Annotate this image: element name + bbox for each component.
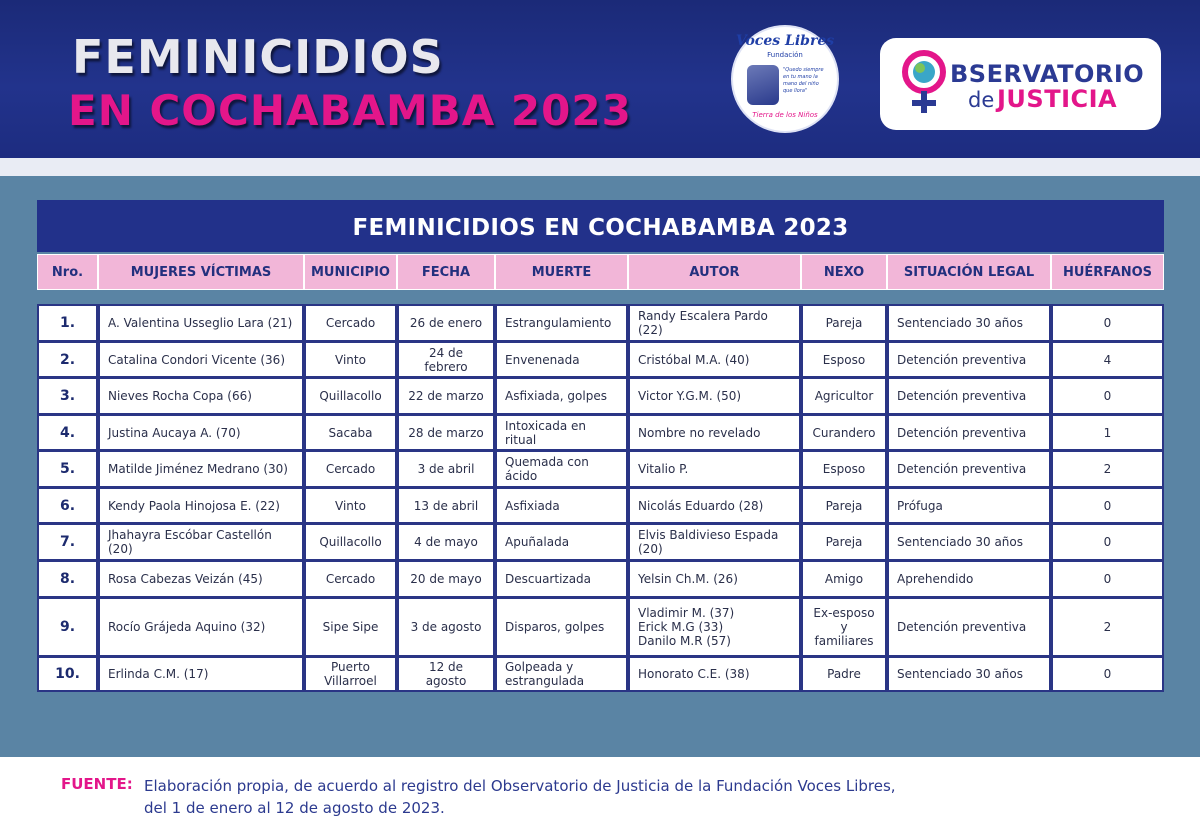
cell-text-nro: 7.	[59, 534, 76, 550]
cell-municipality	[304, 414, 397, 451]
cell-date	[397, 450, 495, 488]
author-name: Randy Escalera Pardo (22)	[638, 309, 768, 337]
source-line1: Elaboración propia, de acuerdo al registro del Observatorio de Justicia de la Fundación Voces Libres,	[144, 777, 896, 795]
cell-nro	[37, 377, 98, 415]
cell-author	[628, 304, 801, 342]
cell-text-orphans: 2	[1103, 620, 1112, 634]
cell-text-municipality: Cercado	[325, 462, 376, 476]
cell-municipality	[304, 487, 397, 524]
cell-text-orphans: 0	[1103, 667, 1112, 681]
cell-text-death: Asfixiada, golpes	[505, 389, 607, 403]
cell-orphans	[1051, 656, 1164, 692]
page-title-line2: EN COCHABAMBA 2023	[68, 86, 632, 135]
cell-text-legal-status: Detención preventiva	[897, 620, 1027, 634]
column-header-orphans: HUÉRFANOS	[1051, 254, 1164, 290]
author-name: Nombre no revelado	[638, 425, 761, 440]
cell-legal-status	[887, 487, 1051, 524]
cell-author	[628, 450, 801, 488]
cell-legal-status	[887, 597, 1051, 657]
cell-text-municipality: Puerto Villarroel	[324, 660, 377, 688]
cell-municipality	[304, 450, 397, 488]
author-name: Yelsin Ch.M. (26)	[638, 572, 738, 586]
cell-text-orphans: 4	[1103, 352, 1112, 367]
cell-relation	[801, 560, 887, 598]
cell-text-date: 3 de agosto	[410, 620, 482, 634]
voces-libres-logo-sub: Fundación	[767, 51, 803, 59]
cell-relation	[801, 377, 887, 415]
cell-author	[628, 414, 801, 451]
cell-text-legal-status: Detención preventiva	[897, 425, 1027, 440]
observatorio-de-label: de	[968, 88, 995, 112]
cell-text-nro: 8.	[59, 571, 76, 587]
cell-municipality	[304, 304, 397, 342]
cell-orphans	[1051, 487, 1164, 524]
cell-text-date: 26 de enero	[409, 316, 483, 330]
cell-victim	[98, 560, 304, 598]
cell-text-death: Envenenada	[505, 352, 580, 367]
cell-text-municipality: Sipe Sipe	[322, 620, 379, 634]
cell-text-orphans: 0	[1103, 535, 1112, 549]
author-name: Victor Y.G.M. (50)	[638, 389, 742, 403]
cell-text-legal-status: Detención preventiva	[897, 352, 1027, 367]
cell-legal-status	[887, 450, 1051, 488]
cell-text-relation: Padre	[827, 667, 861, 681]
cell-author	[628, 597, 801, 657]
cell-text-orphans: 0	[1103, 498, 1112, 513]
column-header-nro: Nro.	[37, 254, 98, 290]
cell-relation	[801, 450, 887, 488]
cell-text-relation: Pareja	[825, 498, 863, 513]
cell-victim	[98, 377, 304, 415]
cell-death	[495, 597, 628, 657]
cell-legal-status	[887, 523, 1051, 561]
justicia-label: JUSTICIA	[997, 85, 1118, 113]
author-name: Honorato C.E. (38)	[638, 667, 750, 681]
cell-text-date: 12 de agosto	[425, 660, 467, 688]
cell-orphans	[1051, 304, 1164, 342]
cell-relation	[801, 656, 887, 692]
cell-death	[495, 450, 628, 488]
cell-text-municipality: Vinto	[335, 352, 366, 367]
cell-text-nro: 2.	[59, 351, 76, 368]
cell-date	[397, 597, 495, 657]
cell-relation	[801, 523, 887, 561]
cell-date	[397, 523, 495, 561]
cell-text-orphans: 0	[1103, 316, 1112, 330]
cell-date	[397, 560, 495, 598]
cell-text-municipality: Quillacollo	[319, 389, 382, 403]
cell-orphans	[1051, 523, 1164, 561]
cell-text-date: 20 de mayo	[410, 572, 482, 586]
cell-text-death: Quemada con ácido	[505, 455, 589, 483]
cell-text-orphans: 1	[1103, 425, 1112, 440]
cell-text-legal-status: Sentenciado 30 años	[897, 667, 1023, 681]
cell-text-victim: Rocío Grájeda Aquino (32)	[108, 620, 266, 634]
cell-text-legal-status: Detención preventiva	[897, 389, 1027, 403]
column-header-death: MUERTE	[495, 254, 628, 290]
cell-victim	[98, 341, 304, 378]
cell-legal-status	[887, 414, 1051, 451]
cell-text-nro: 1.	[59, 315, 76, 331]
cell-text-nro: 9.	[59, 619, 76, 635]
cell-text-date: 13 de abril	[413, 498, 479, 513]
cell-death	[495, 341, 628, 378]
cell-text-nro: 10.	[55, 666, 80, 682]
cell-text-victim: Rosa Cabezas Veizán (45)	[108, 572, 263, 586]
cell-death	[495, 560, 628, 598]
cell-text-date: 24 de febrero	[424, 345, 468, 374]
cell-text-nro: 5.	[59, 461, 76, 477]
cell-nro	[37, 523, 98, 561]
cell-death	[495, 656, 628, 692]
cell-text-relation: Esposo	[822, 462, 866, 476]
cell-municipality	[304, 560, 397, 598]
cell-text-death: Asfixiada	[505, 498, 560, 513]
cell-legal-status	[887, 377, 1051, 415]
cell-text-municipality: Vinto	[335, 498, 366, 513]
table-row	[37, 656, 1164, 692]
cell-orphans	[1051, 414, 1164, 451]
cell-death	[495, 487, 628, 524]
author-name: Vladimir M. (37)	[638, 606, 735, 620]
cell-municipality	[304, 341, 397, 378]
voces-libres-logo-name: Voces Libres	[735, 33, 835, 49]
cell-text-death: Estrangulamiento	[505, 316, 612, 330]
cell-text-death: Intoxicada en ritual	[505, 418, 586, 447]
cell-municipality	[304, 656, 397, 692]
header-divider	[0, 158, 1200, 176]
table-row	[37, 341, 1164, 378]
cell-text-legal-status: Sentenciado 30 años	[897, 535, 1023, 549]
cell-text-date: 22 de marzo	[408, 389, 484, 403]
cell-orphans	[1051, 560, 1164, 598]
cell-text-legal-status: Detención preventiva	[897, 462, 1027, 476]
cell-text-nro: 3.	[59, 388, 76, 404]
table-row	[37, 414, 1164, 451]
cell-text-orphans: 0	[1103, 572, 1112, 586]
source-line2: del 1 de enero al 12 de agosto de 2023.	[144, 799, 445, 817]
column-header-date: FECHA	[397, 254, 495, 290]
cell-death	[495, 304, 628, 342]
voces-libres-logo	[733, 27, 837, 131]
cell-author	[628, 487, 801, 524]
cell-victim	[98, 597, 304, 657]
cell-text-municipality: Sacaba	[328, 425, 373, 440]
cell-orphans	[1051, 341, 1164, 378]
cell-text-death: Descuartizada	[505, 572, 592, 586]
cell-date	[397, 377, 495, 415]
cell-date	[397, 341, 495, 378]
cell-victim	[98, 414, 304, 451]
table-row	[37, 523, 1164, 561]
table-row	[37, 450, 1164, 488]
cell-text-victim: Justina Aucaya A. (70)	[108, 425, 241, 440]
cell-legal-status	[887, 341, 1051, 378]
cell-text-date: 3 de abril	[417, 462, 475, 476]
table-row	[37, 560, 1164, 598]
cell-nro	[37, 597, 98, 657]
voces-libres-logo-bottom: Tierra de los Niños	[752, 111, 818, 119]
cell-text-death: Disparos, golpes	[505, 620, 605, 634]
cell-text-municipality: Quillacollo	[319, 535, 382, 549]
cell-legal-status	[887, 656, 1051, 692]
cell-text-legal-status: Aprehendido	[897, 572, 974, 586]
cell-text-relation: Agricultor	[814, 389, 874, 403]
child-face-icon	[747, 65, 779, 105]
cell-victim	[98, 523, 304, 561]
author-name: Danilo M.R (57)	[638, 634, 731, 648]
cell-nro	[37, 560, 98, 598]
cell-text-victim: Nieves Rocha Copa (66)	[108, 389, 252, 403]
cell-nro	[37, 414, 98, 451]
cell-death	[495, 523, 628, 561]
page-title-line1: FEMINICIDIOS	[72, 30, 444, 84]
author-name: Erick M.G (33)	[638, 620, 724, 634]
cell-text-legal-status: Sentenciado 30 años	[897, 316, 1023, 330]
cell-date	[397, 656, 495, 692]
cell-text-relation: Esposo	[822, 352, 866, 367]
table-row	[37, 597, 1164, 657]
cell-victim	[98, 656, 304, 692]
cell-text-nro: 6.	[59, 497, 76, 514]
cell-municipality	[304, 377, 397, 415]
column-header-relation: NEXO	[801, 254, 887, 290]
cell-author	[628, 656, 801, 692]
female-symbol-icon	[894, 48, 956, 120]
table-row	[37, 304, 1164, 342]
cell-orphans	[1051, 450, 1164, 488]
cell-nro	[37, 304, 98, 342]
cell-date	[397, 487, 495, 524]
cell-text-death: Golpeada y estrangulada	[505, 660, 585, 688]
cell-author	[628, 560, 801, 598]
cell-text-relation: Amigo	[824, 572, 864, 586]
cell-relation	[801, 341, 887, 378]
author-name: Cristóbal M.A. (40)	[638, 352, 750, 367]
column-header-legal-status: SITUACIÓN LEGAL	[887, 254, 1051, 290]
cell-text-victim: Catalina Condori Vicente (36)	[108, 352, 285, 367]
cell-relation	[801, 304, 887, 342]
cell-text-relation: Ex-esposo y familiares	[813, 606, 875, 648]
column-header-victim: MUJERES VÍCTIMAS	[98, 254, 304, 290]
cell-orphans	[1051, 597, 1164, 657]
cell-death	[495, 414, 628, 451]
cell-date	[397, 304, 495, 342]
cell-relation	[801, 597, 887, 657]
cell-text-relation: Pareja	[825, 316, 863, 330]
cell-victim	[98, 450, 304, 488]
table-row	[37, 487, 1164, 524]
cell-text-municipality: Cercado	[325, 316, 376, 330]
cell-relation	[801, 487, 887, 524]
cell-text-municipality: Cercado	[325, 572, 376, 586]
cell-nro	[37, 656, 98, 692]
cell-text-relation: Curandero	[812, 425, 876, 440]
author-name: Vitalio P.	[638, 462, 689, 476]
cell-date	[397, 414, 495, 451]
author-name: Elvis Baldivieso Espada (20)	[638, 528, 779, 556]
cell-text-orphans: 0	[1103, 389, 1112, 403]
cell-author	[628, 341, 801, 378]
cell-victim	[98, 487, 304, 524]
cell-orphans	[1051, 377, 1164, 415]
cell-text-victim: Erlinda C.M. (17)	[108, 667, 209, 681]
cell-text-legal-status: Prófuga	[897, 498, 943, 513]
cell-text-death: Apuñalada	[505, 535, 570, 549]
cell-legal-status	[887, 304, 1051, 342]
cell-text-victim: Jhahayra Escóbar Castellón (20)	[108, 528, 272, 556]
cell-nro	[37, 487, 98, 524]
column-header-municipality: MUNICIPIO	[304, 254, 397, 290]
observatorio-label: BSERVATORIO	[950, 60, 1145, 88]
cell-nro	[37, 341, 98, 378]
cell-text-date: 28 de marzo	[408, 425, 484, 440]
cell-text-victim: A. Valentina Usseglio Lara (21)	[108, 316, 293, 330]
cell-nro	[37, 450, 98, 488]
cell-relation	[801, 414, 887, 451]
cell-victim	[98, 304, 304, 342]
cell-author	[628, 523, 801, 561]
cell-text-nro: 4.	[59, 424, 76, 441]
source-text	[144, 775, 896, 819]
table-row	[37, 377, 1164, 415]
cell-text-relation: Pareja	[825, 535, 863, 549]
cell-municipality	[304, 597, 397, 657]
cell-municipality	[304, 523, 397, 561]
cell-text-victim: Matilde Jiménez Medrano (30)	[108, 462, 288, 476]
cell-text-date: 4 de mayo	[414, 535, 478, 549]
column-header-author: AUTOR	[628, 254, 801, 290]
cell-author	[628, 377, 801, 415]
source-label: FUENTE:	[61, 775, 133, 793]
voces-libres-logo-quote: "Quedo siempre en tu mano la mano del niño que llora"	[783, 67, 824, 94]
header-banner	[0, 0, 1200, 158]
cell-text-orphans: 2	[1103, 462, 1112, 476]
cell-legal-status	[887, 560, 1051, 598]
cell-text-victim: Kendy Paola Hinojosa E. (22)	[108, 498, 280, 513]
table-title: FEMINICIDIOS EN COCHABAMBA 2023	[37, 200, 1164, 252]
observatorio-justicia-logo	[880, 38, 1161, 130]
author-name: Nicolás Eduardo (28)	[638, 498, 764, 513]
cell-death	[495, 377, 628, 415]
